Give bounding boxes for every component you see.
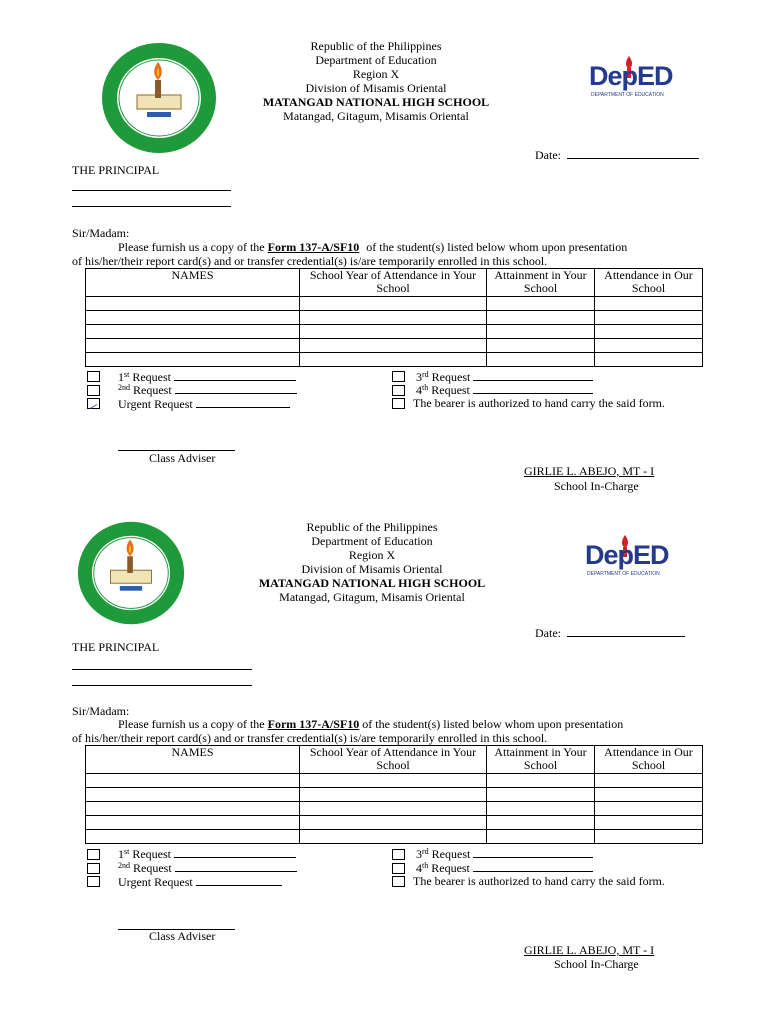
request-label: Request xyxy=(431,383,470,397)
table-cell[interactable] xyxy=(487,816,595,830)
col-attainment: Attainment in Your School xyxy=(487,746,595,774)
body-line-2: of his/her/their report card(s) and or transfer credential(s) is/are temporarily enrolled in this school. xyxy=(72,731,548,745)
body-line-1 xyxy=(118,717,623,731)
division-line: Division of Misamis Oriental xyxy=(301,562,443,576)
signatory-title: School In-Charge xyxy=(554,479,639,493)
table-cell[interactable] xyxy=(487,297,595,311)
date-line[interactable] xyxy=(567,147,699,159)
table-cell[interactable] xyxy=(86,788,300,802)
table-cell[interactable] xyxy=(86,325,300,339)
table-cell[interactable] xyxy=(86,802,300,816)
table-cell[interactable] xyxy=(300,339,487,353)
urgent-request-checkbox[interactable] xyxy=(87,398,100,409)
addressee-name-line[interactable] xyxy=(72,669,252,670)
third-request-label xyxy=(416,846,593,861)
school-name: MATANGAD NATIONAL HIGH SCHOOL xyxy=(258,576,486,590)
deped-subtitle: DEPARTMENT OF EDUCATION xyxy=(591,92,664,98)
deped-subtitle: DEPARTMENT OF EDUCATION xyxy=(587,571,660,577)
letterhead xyxy=(226,39,526,123)
bearer-label: The bearer is authorized to hand carry the said form. xyxy=(413,874,665,888)
ordinal-suffix: th xyxy=(422,861,429,870)
body-pre: Please furnish us a copy of the xyxy=(118,717,265,731)
table-cell[interactable] xyxy=(300,816,487,830)
table-cell[interactable] xyxy=(595,830,703,844)
col-school-year: School Year of Attendance in Your School xyxy=(300,746,487,774)
ordinal-suffix: th xyxy=(422,383,429,392)
fourth-request-line[interactable] xyxy=(473,382,593,394)
request-number: 2 xyxy=(118,861,122,870)
second-request-checkbox[interactable] xyxy=(87,863,100,874)
ordinal-suffix: st xyxy=(124,370,130,379)
date-field[interactable] xyxy=(535,625,685,640)
fourth-request-label xyxy=(416,382,593,397)
table-cell[interactable] xyxy=(300,774,487,788)
table-cell[interactable] xyxy=(86,830,300,844)
school-name: MATANGAD NATIONAL HIGH SCHOOL xyxy=(262,95,490,109)
request-label: Request xyxy=(431,847,471,861)
urgent-request-label xyxy=(118,396,290,411)
fourth-request-checkbox[interactable] xyxy=(392,385,405,396)
form-name: Form 137-A/SF10 xyxy=(267,717,360,731)
body-post: of the student(s) listed below whom upon presentation xyxy=(362,717,624,731)
col-attendance: Attendance in Our School xyxy=(595,746,703,774)
table-cell[interactable] xyxy=(595,774,703,788)
table-row[interactable] xyxy=(86,788,703,802)
deped-wordmark: DepED xyxy=(589,61,673,91)
table-cell[interactable] xyxy=(487,830,595,844)
second-request-label xyxy=(118,382,297,397)
department-line: Department of Education xyxy=(311,534,433,548)
table-cell[interactable] xyxy=(595,788,703,802)
table-cell[interactable] xyxy=(595,297,703,311)
third-request-line[interactable] xyxy=(473,369,593,381)
deped-logo xyxy=(589,56,684,102)
first-request-label xyxy=(118,846,296,861)
second-request-line[interactable] xyxy=(175,860,297,872)
table-cell[interactable] xyxy=(300,311,487,325)
request-label: Request xyxy=(431,861,470,875)
request-number: 3 xyxy=(416,370,422,384)
adviser-label: Class Adviser xyxy=(149,929,216,943)
school-seal-icon xyxy=(76,519,186,627)
ordinal-suffix: nd xyxy=(122,383,130,392)
table-row[interactable] xyxy=(86,816,703,830)
col-names: NAMES xyxy=(86,269,300,297)
signatory-title: School In-Charge xyxy=(554,957,639,971)
table-cell[interactable] xyxy=(595,802,703,816)
student-table xyxy=(85,745,703,844)
table-cell[interactable] xyxy=(86,816,300,830)
date-label: Date: xyxy=(535,626,561,640)
request-number: 2 xyxy=(118,383,122,392)
signatory-name: GIRLIE L. ABEJO, MT - I xyxy=(524,943,655,957)
body-line-1 xyxy=(118,240,627,254)
school-address: Matangad, Gitagum, Misamis Oriental xyxy=(279,590,465,604)
table-cell[interactable] xyxy=(487,802,595,816)
table-row[interactable] xyxy=(86,830,703,844)
addressee-position-line[interactable] xyxy=(72,206,231,207)
urgent-label: Urgent Request xyxy=(118,397,193,411)
republic-line: Republic of the Philippines xyxy=(306,520,438,534)
request-form-2 xyxy=(0,478,768,978)
addressee-position-line[interactable] xyxy=(72,685,252,686)
table-cell[interactable] xyxy=(300,788,487,802)
request-number: 3 xyxy=(416,847,422,861)
fourth-request-checkbox[interactable] xyxy=(392,863,405,874)
first-request-line[interactable] xyxy=(174,846,296,858)
department-line: Department of Education xyxy=(315,53,437,67)
table-cell[interactable] xyxy=(487,311,595,325)
addressee-name-line[interactable] xyxy=(72,190,231,191)
table-cell[interactable] xyxy=(86,353,300,367)
salutation: Sir/Madam: xyxy=(72,704,130,718)
request-label: Request xyxy=(132,370,172,384)
table-cell[interactable] xyxy=(300,830,487,844)
urgent-request-label xyxy=(118,874,282,889)
table-row[interactable] xyxy=(86,325,703,339)
request-label: Request xyxy=(132,847,172,861)
urgent-request-checkbox[interactable] xyxy=(87,876,100,887)
body-post: of the student(s) listed below whom upon presentation xyxy=(366,240,628,254)
request-number: 1 xyxy=(118,370,124,384)
school-address: Matangad, Gitagum, Misamis Oriental xyxy=(283,109,469,123)
request-label: Request xyxy=(133,861,172,875)
table-row[interactable] xyxy=(86,339,703,353)
date-field[interactable] xyxy=(535,147,699,162)
fourth-request-line[interactable] xyxy=(473,860,593,872)
request-form-1 xyxy=(0,0,768,500)
table-cell[interactable] xyxy=(487,774,595,788)
region-line: Region X xyxy=(348,548,396,562)
bearer-checkbox[interactable] xyxy=(392,398,405,409)
request-number: 1 xyxy=(118,847,124,861)
table-cell[interactable] xyxy=(300,297,487,311)
salutation: Sir/Madam: xyxy=(72,226,130,240)
table-cell[interactable] xyxy=(595,816,703,830)
form-name: Form 137-A/SF10 xyxy=(267,240,360,254)
table-cell[interactable] xyxy=(300,325,487,339)
student-table xyxy=(85,268,703,367)
date-label: Date: xyxy=(535,148,561,162)
body-pre: Please furnish us a copy of the xyxy=(118,240,265,254)
bearer-checkbox[interactable] xyxy=(392,876,405,887)
col-names: NAMES xyxy=(86,746,300,774)
table-cell[interactable] xyxy=(487,353,595,367)
deped-wordmark: DepED xyxy=(585,540,669,570)
table-cell[interactable] xyxy=(595,339,703,353)
table-row[interactable] xyxy=(86,353,703,367)
table-cell[interactable] xyxy=(487,788,595,802)
table-cell[interactable] xyxy=(595,311,703,325)
date-line[interactable] xyxy=(567,625,685,637)
urgent-label: Urgent Request xyxy=(118,875,193,889)
col-attainment: Attainment in Your School xyxy=(487,269,595,297)
request-number: 4 xyxy=(416,383,422,397)
table-cell[interactable] xyxy=(300,353,487,367)
third-request-checkbox[interactable] xyxy=(392,849,405,860)
table-row[interactable] xyxy=(86,311,703,325)
request-number: 4 xyxy=(416,861,422,875)
table-cell[interactable] xyxy=(86,339,300,353)
adviser-label: Class Adviser xyxy=(149,451,216,465)
table-cell[interactable] xyxy=(595,353,703,367)
body-line-2: of his/her/their report card(s) and or transfer credential(s) is/are temporarily enrolled in this school. xyxy=(72,254,548,268)
first-request-line[interactable] xyxy=(174,369,296,381)
addressee: THE PRINCIPAL xyxy=(72,640,160,654)
urgent-request-line[interactable] xyxy=(196,874,282,886)
addressee: THE PRINCIPAL xyxy=(72,163,160,177)
school-seal-icon xyxy=(100,40,218,156)
request-label: Request xyxy=(133,383,172,397)
division-line: Division of Misamis Oriental xyxy=(305,81,447,95)
republic-line: Republic of the Philippines xyxy=(310,39,442,53)
col-school-year: School Year of Attendance in Your School xyxy=(300,269,487,297)
table-header-row xyxy=(86,269,703,297)
table-row[interactable] xyxy=(86,774,703,788)
ordinal-suffix: nd xyxy=(122,861,130,870)
ordinal-suffix: rd xyxy=(422,370,429,379)
third-request-line[interactable] xyxy=(473,846,593,858)
first-request-checkbox[interactable] xyxy=(87,371,100,382)
fourth-request-label xyxy=(416,860,593,875)
signatory-name: GIRLIE L. ABEJO, MT - I xyxy=(524,464,655,478)
table-cell[interactable] xyxy=(300,802,487,816)
second-request-label xyxy=(118,860,297,875)
table-cell[interactable] xyxy=(86,774,300,788)
table-cell[interactable] xyxy=(86,311,300,325)
third-request-checkbox[interactable] xyxy=(392,371,405,382)
table-row[interactable] xyxy=(86,802,703,816)
second-request-line[interactable] xyxy=(175,382,297,394)
table-cell[interactable] xyxy=(86,297,300,311)
urgent-request-line[interactable] xyxy=(196,396,290,408)
ordinal-suffix: st xyxy=(124,847,130,856)
table-row[interactable] xyxy=(86,297,703,311)
table-cell[interactable] xyxy=(487,339,595,353)
deped-logo xyxy=(585,535,680,581)
table-header-row xyxy=(86,746,703,774)
bearer-label: The bearer is authorized to hand carry the said form. xyxy=(413,396,665,410)
request-label: Request xyxy=(431,370,471,384)
col-attendance: Attendance in Our School xyxy=(595,269,703,297)
second-request-checkbox[interactable] xyxy=(87,385,100,396)
first-request-checkbox[interactable] xyxy=(87,849,100,860)
region-line: Region X xyxy=(352,67,400,81)
letterhead xyxy=(222,520,522,604)
ordinal-suffix: rd xyxy=(422,847,429,856)
table-cell[interactable] xyxy=(595,325,703,339)
table-cell[interactable] xyxy=(487,325,595,339)
